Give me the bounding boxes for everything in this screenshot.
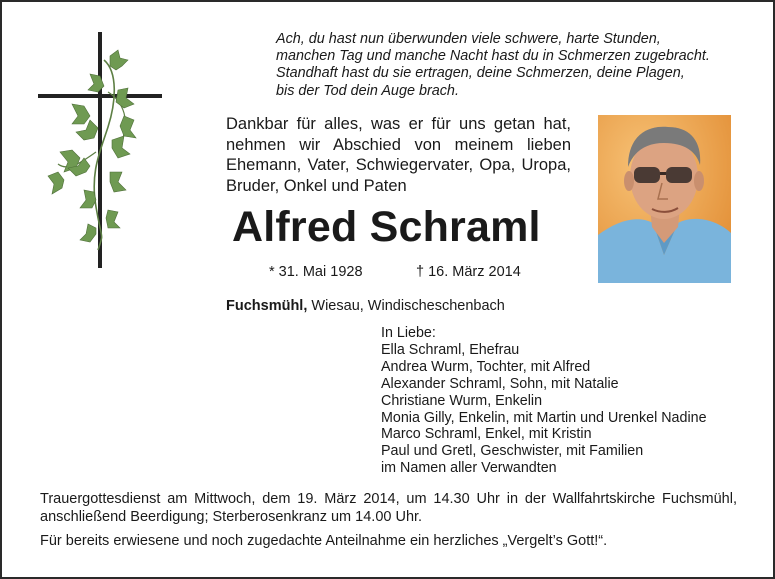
mourner-line: Andrea Wurm, Tochter, mit Alfred	[381, 358, 591, 375]
mourner-line: Alexander Schraml, Sohn, mit Natalie	[381, 375, 619, 392]
mourner-line: im Namen aller Verwandten	[381, 460, 557, 477]
funeral-service-info: Trauergottesdienst am Mittwoch, dem 19. März 2014, um 14.30 Uhr in der Wallfahrtskirche Fuchsmühl, anschließend Beerdigung; Sterberosenkranz um 14.00 Uhr.	[40, 491, 737, 525]
poem-line: bis der Tod dein Auge brach.	[276, 82, 459, 99]
mourner-line: In Liebe:	[381, 325, 436, 341]
mourner-line: Monia Gilly, Enkelin, mit Martin und Urenkel Nadine	[381, 409, 707, 426]
mourner-line: Christiane Wurm, Enkelin	[381, 392, 543, 409]
mourners-list	[381, 325, 751, 477]
place-line	[226, 298, 505, 314]
deceased-name: Alfred Schraml	[232, 203, 541, 251]
intro-text: Dankbar für alles, was er für uns getan hat, nehmen wir Abschied von meinem lieben Ehemann, Vater, Schwiegervater, Opa, Uropa, Bruder, Onkel und Paten	[226, 115, 571, 195]
birth-date: * 31. Mai 1928	[269, 264, 363, 280]
other-places: Wiesau, Windischeschenbach	[307, 298, 505, 314]
cross-with-ivy-icon	[38, 32, 164, 268]
mourner-line: Marco Schraml, Enkel, mit Kristin	[381, 426, 592, 443]
mourner-line: Ella Schraml, Ehefrau	[381, 341, 520, 358]
thanks-line: Für bereits erwiesene und noch zugedachte Anteilnahme ein herzliches „Vergelt’s Gott!“.	[40, 533, 608, 549]
poem-line: manchen Tag und manche Nacht hast du in Schmerzen zugebracht.	[276, 48, 710, 65]
portrait-photo	[598, 115, 731, 283]
poem	[276, 31, 756, 100]
main-place: Fuchsmühl,	[226, 298, 308, 314]
poem-line: Standhaft hast du sie ertragen, deine Schmerzen, deine Plagen,	[276, 65, 685, 82]
mourner-line: Paul und Gretl, Geschwister, mit Familien	[381, 443, 644, 460]
death-date: † 16. März 2014	[416, 264, 521, 280]
poem-line: Ach, du hast nun überwunden viele schwere, harte Stunden,	[276, 31, 661, 47]
